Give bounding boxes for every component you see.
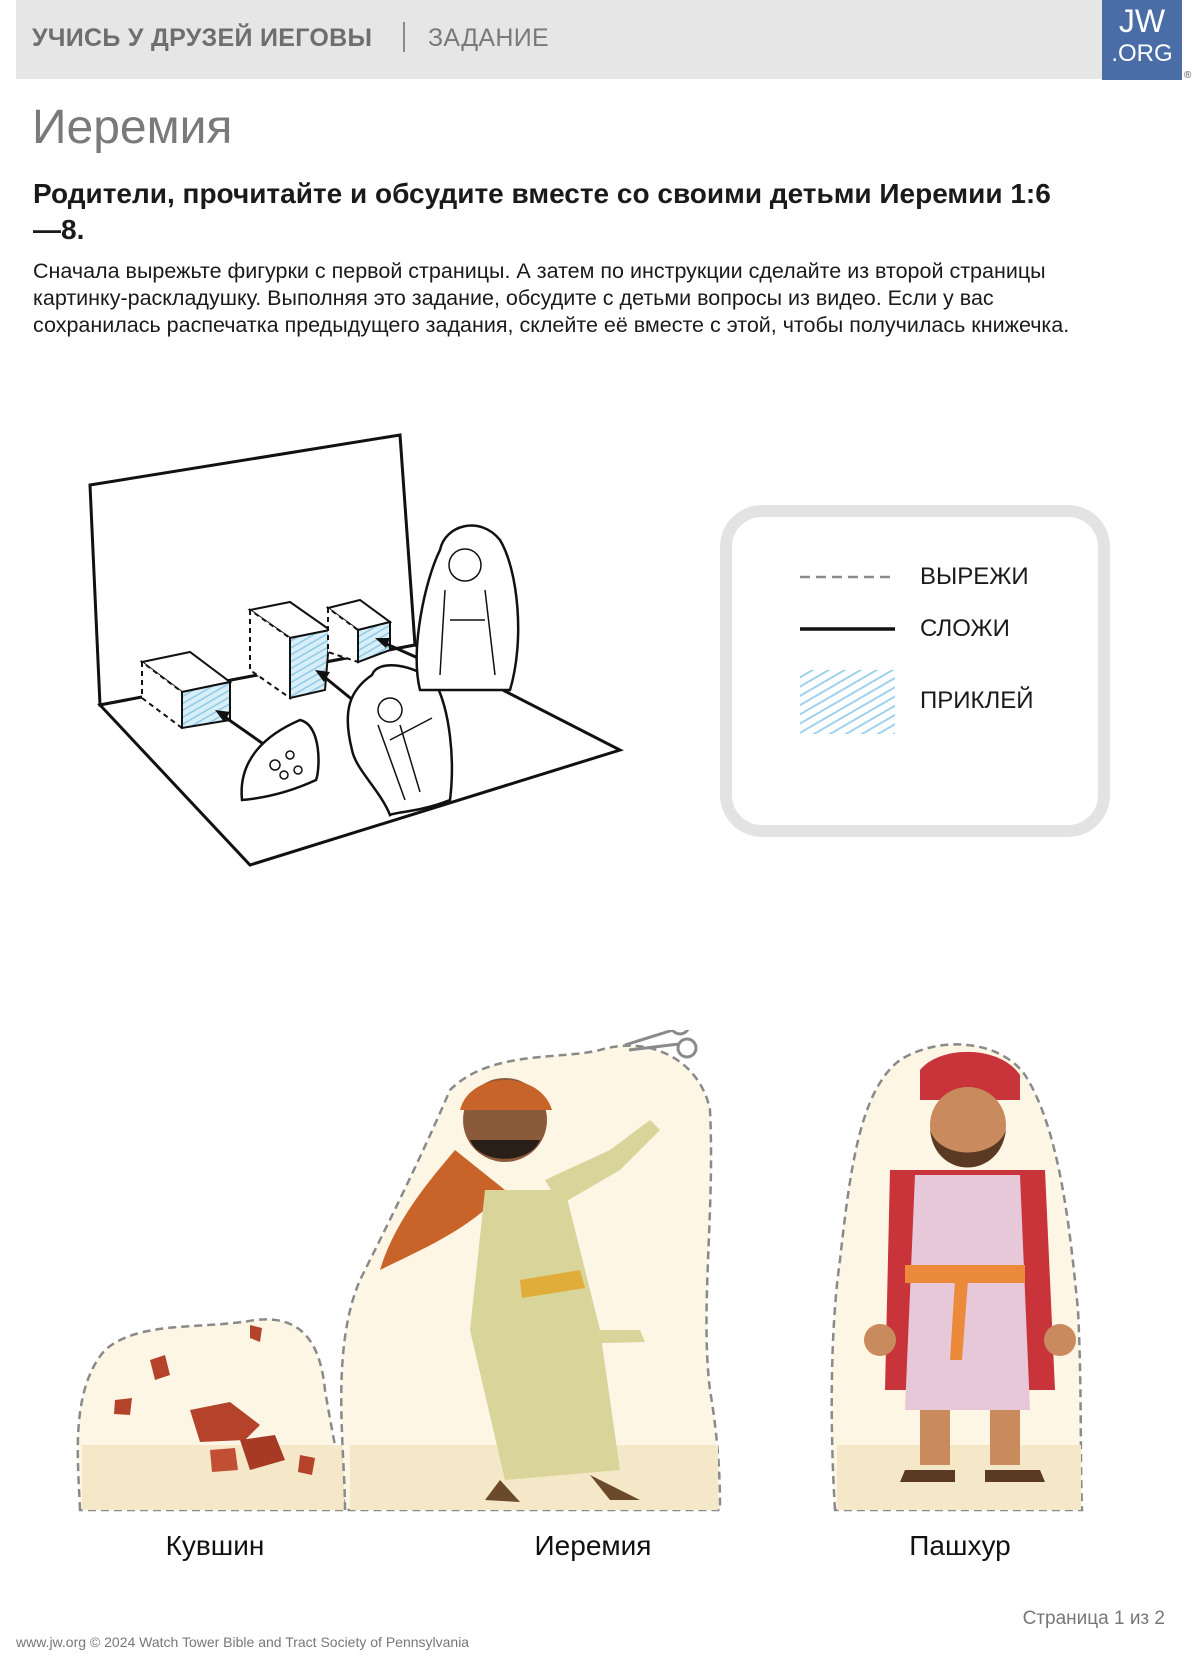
section-title: ЗАДАНИЕ bbox=[428, 24, 550, 52]
subtitle: Родители, прочитайте и обсудите вместе со своими детьми Иеремии 1:6—8. bbox=[33, 178, 1051, 245]
registered-mark: ® bbox=[1184, 70, 1192, 81]
jar-figure bbox=[78, 1319, 345, 1510]
legend-box bbox=[720, 505, 1110, 837]
legend-label-cut: ВЫРЕЖИ bbox=[920, 563, 1029, 590]
popup-diagram-illustration bbox=[60, 420, 650, 920]
figure-label-pashhur: Пашхур bbox=[909, 1530, 1011, 1561]
legend-label-glue: ПРИКЛЕЙ bbox=[920, 687, 1034, 714]
figure-label-jeremiah: Иеремия bbox=[534, 1530, 652, 1561]
logo-line-2: .ORG bbox=[1111, 40, 1173, 67]
figure-label-jar: Кувшин bbox=[165, 1530, 265, 1561]
solid-line-icon bbox=[800, 609, 900, 649]
page-title: Иеремия bbox=[32, 101, 233, 154]
page-number: Страница 1 из 2 bbox=[1022, 1608, 1165, 1629]
pashhur-figure bbox=[832, 1044, 1082, 1510]
instructions: Сначала вырежьте фигурки с первой страницы. А затем по инструкции сделайте из второй страницы картинку-раскладушку. Выполняя это задание, обсудите с детьми вопросы из видео. Если у вас сохранилась распечатка предыдущего задания, склейте её вместе с этой, чтобы получилась книжечка. bbox=[33, 259, 1070, 337]
glue-hatch-icon bbox=[800, 667, 900, 737]
cutout-figures bbox=[0, 1030, 1200, 1540]
dashed-line-icon bbox=[800, 557, 900, 597]
legend-label-fold: СЛОЖИ bbox=[920, 615, 1010, 642]
jeremiah-figure bbox=[341, 1046, 720, 1510]
header-separator bbox=[403, 22, 405, 52]
jw-org-logo[interactable] bbox=[1102, 0, 1182, 80]
logo-line-1: JW bbox=[1118, 3, 1166, 39]
copyright[interactable]: www.jw.org © 2024 Watch Tower Bible and Tract Society of Pennsylvania bbox=[16, 1634, 470, 1650]
series-title: УЧИСЬ У ДРУЗЕЙ ИЕГОВЫ bbox=[32, 24, 373, 52]
